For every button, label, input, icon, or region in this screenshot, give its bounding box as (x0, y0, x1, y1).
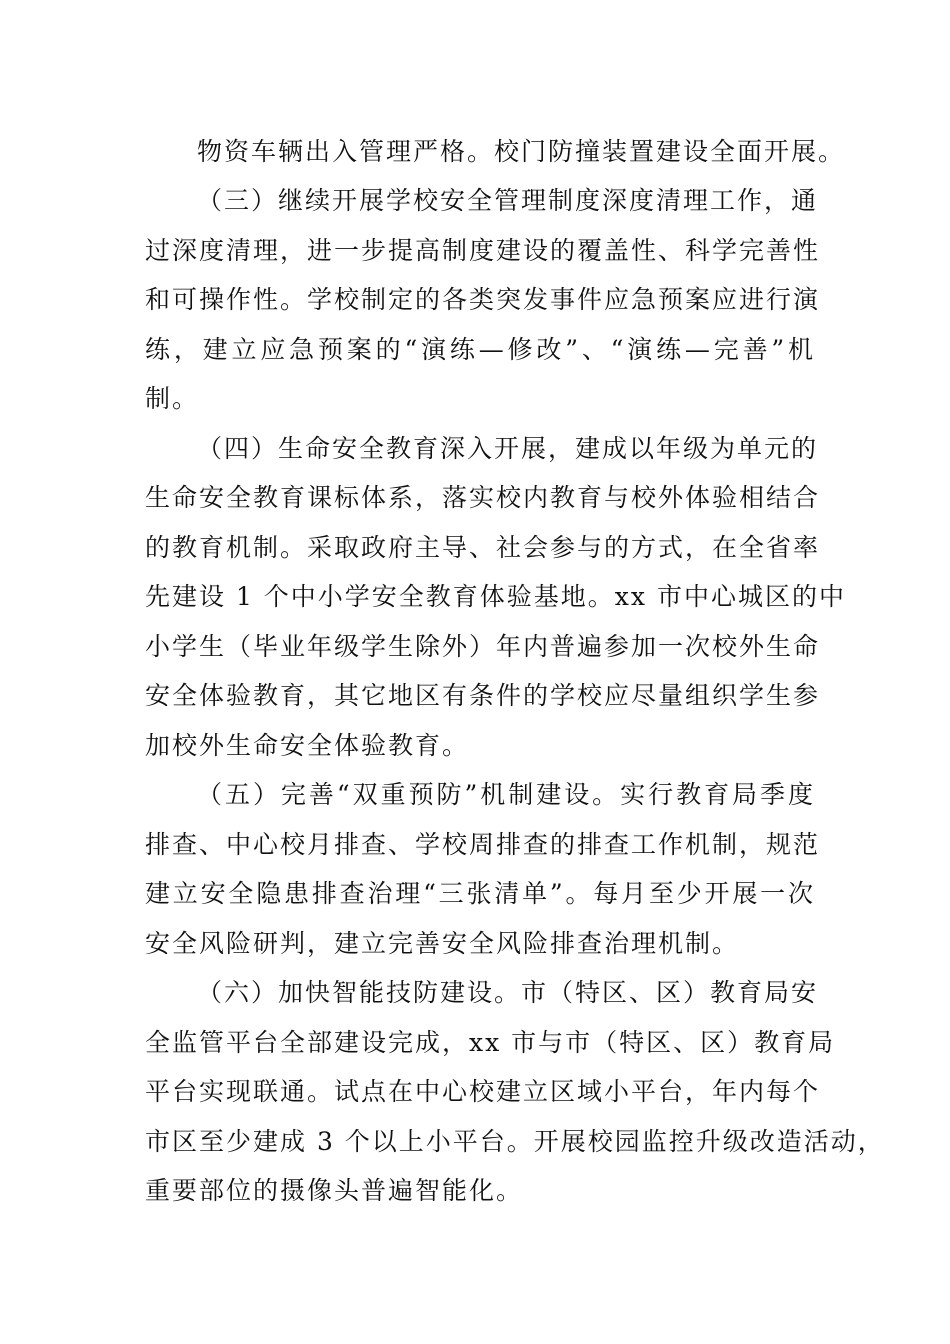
text-line: 全监管平台全部建设完成，xx 市与市（特区、区）教育局 (145, 1028, 836, 1057)
text-line: 物资车辆出入管理严格。校门防撞装置建设全面开展。 (197, 137, 846, 166)
text-line: 和可操作性。学校制定的各类突发事件应急预案应进行演 (145, 285, 821, 314)
text-line: 排查、中心校月排查、学校周排查的排查工作机制，规范 (145, 830, 821, 859)
text-line: 重要部位的摄像头普遍智能化。 (145, 1176, 524, 1205)
text-line: 加校外生命安全体验教育。 (145, 731, 470, 760)
text-line: 安全风险研判，建立完善安全风险排查治理机制。 (145, 929, 740, 958)
text-line: 过深度清理，进一步提高制度建设的覆盖性、科学完善性 (145, 236, 821, 265)
text-line: 小学生（毕业年级学生除外）年内普遍参加一次校外生命 (145, 632, 821, 661)
text-line: 安全体验教育，其它地区有条件的学校应尽量组织学生参 (145, 681, 821, 710)
paragraph-heading-6: （六）加快智能技防建设。市（特区、区）教育局安 (197, 978, 819, 1007)
text-line: 生命安全教育课标体系，落实校内教育与校外体验相结合 (145, 483, 821, 512)
text-line: 制。 (145, 384, 200, 413)
text-line: 练，建立应急预案的“演练—修改”、“演练—完善”机 (145, 335, 815, 364)
text-line: 市区至少建成 3 个以上小平台。开展校园监控升级改造活动， (145, 1127, 885, 1156)
text-line: 建立安全隐患排查治理“三张清单”。每月至少开展一次 (145, 879, 815, 908)
paragraph-heading-4: （四）生命安全教育深入开展，建成以年级为单元的 (197, 434, 819, 463)
text-line: 先建设 1 个中小学安全教育体验基地。xx 市中心城区的中 (145, 582, 846, 611)
text-line: 平台实现联通。试点在中心校建立区域小平台，年内每个 (145, 1077, 821, 1106)
text-line: 的教育机制。采取政府主导、社会参与的方式，在全省率 (145, 533, 821, 562)
paragraph-heading-5: （五）完善“双重预防”机制建设。实行教育局季度 (197, 780, 815, 809)
paragraph-heading-3: （三）继续开展学校安全管理制度深度清理工作，通 (197, 186, 819, 215)
